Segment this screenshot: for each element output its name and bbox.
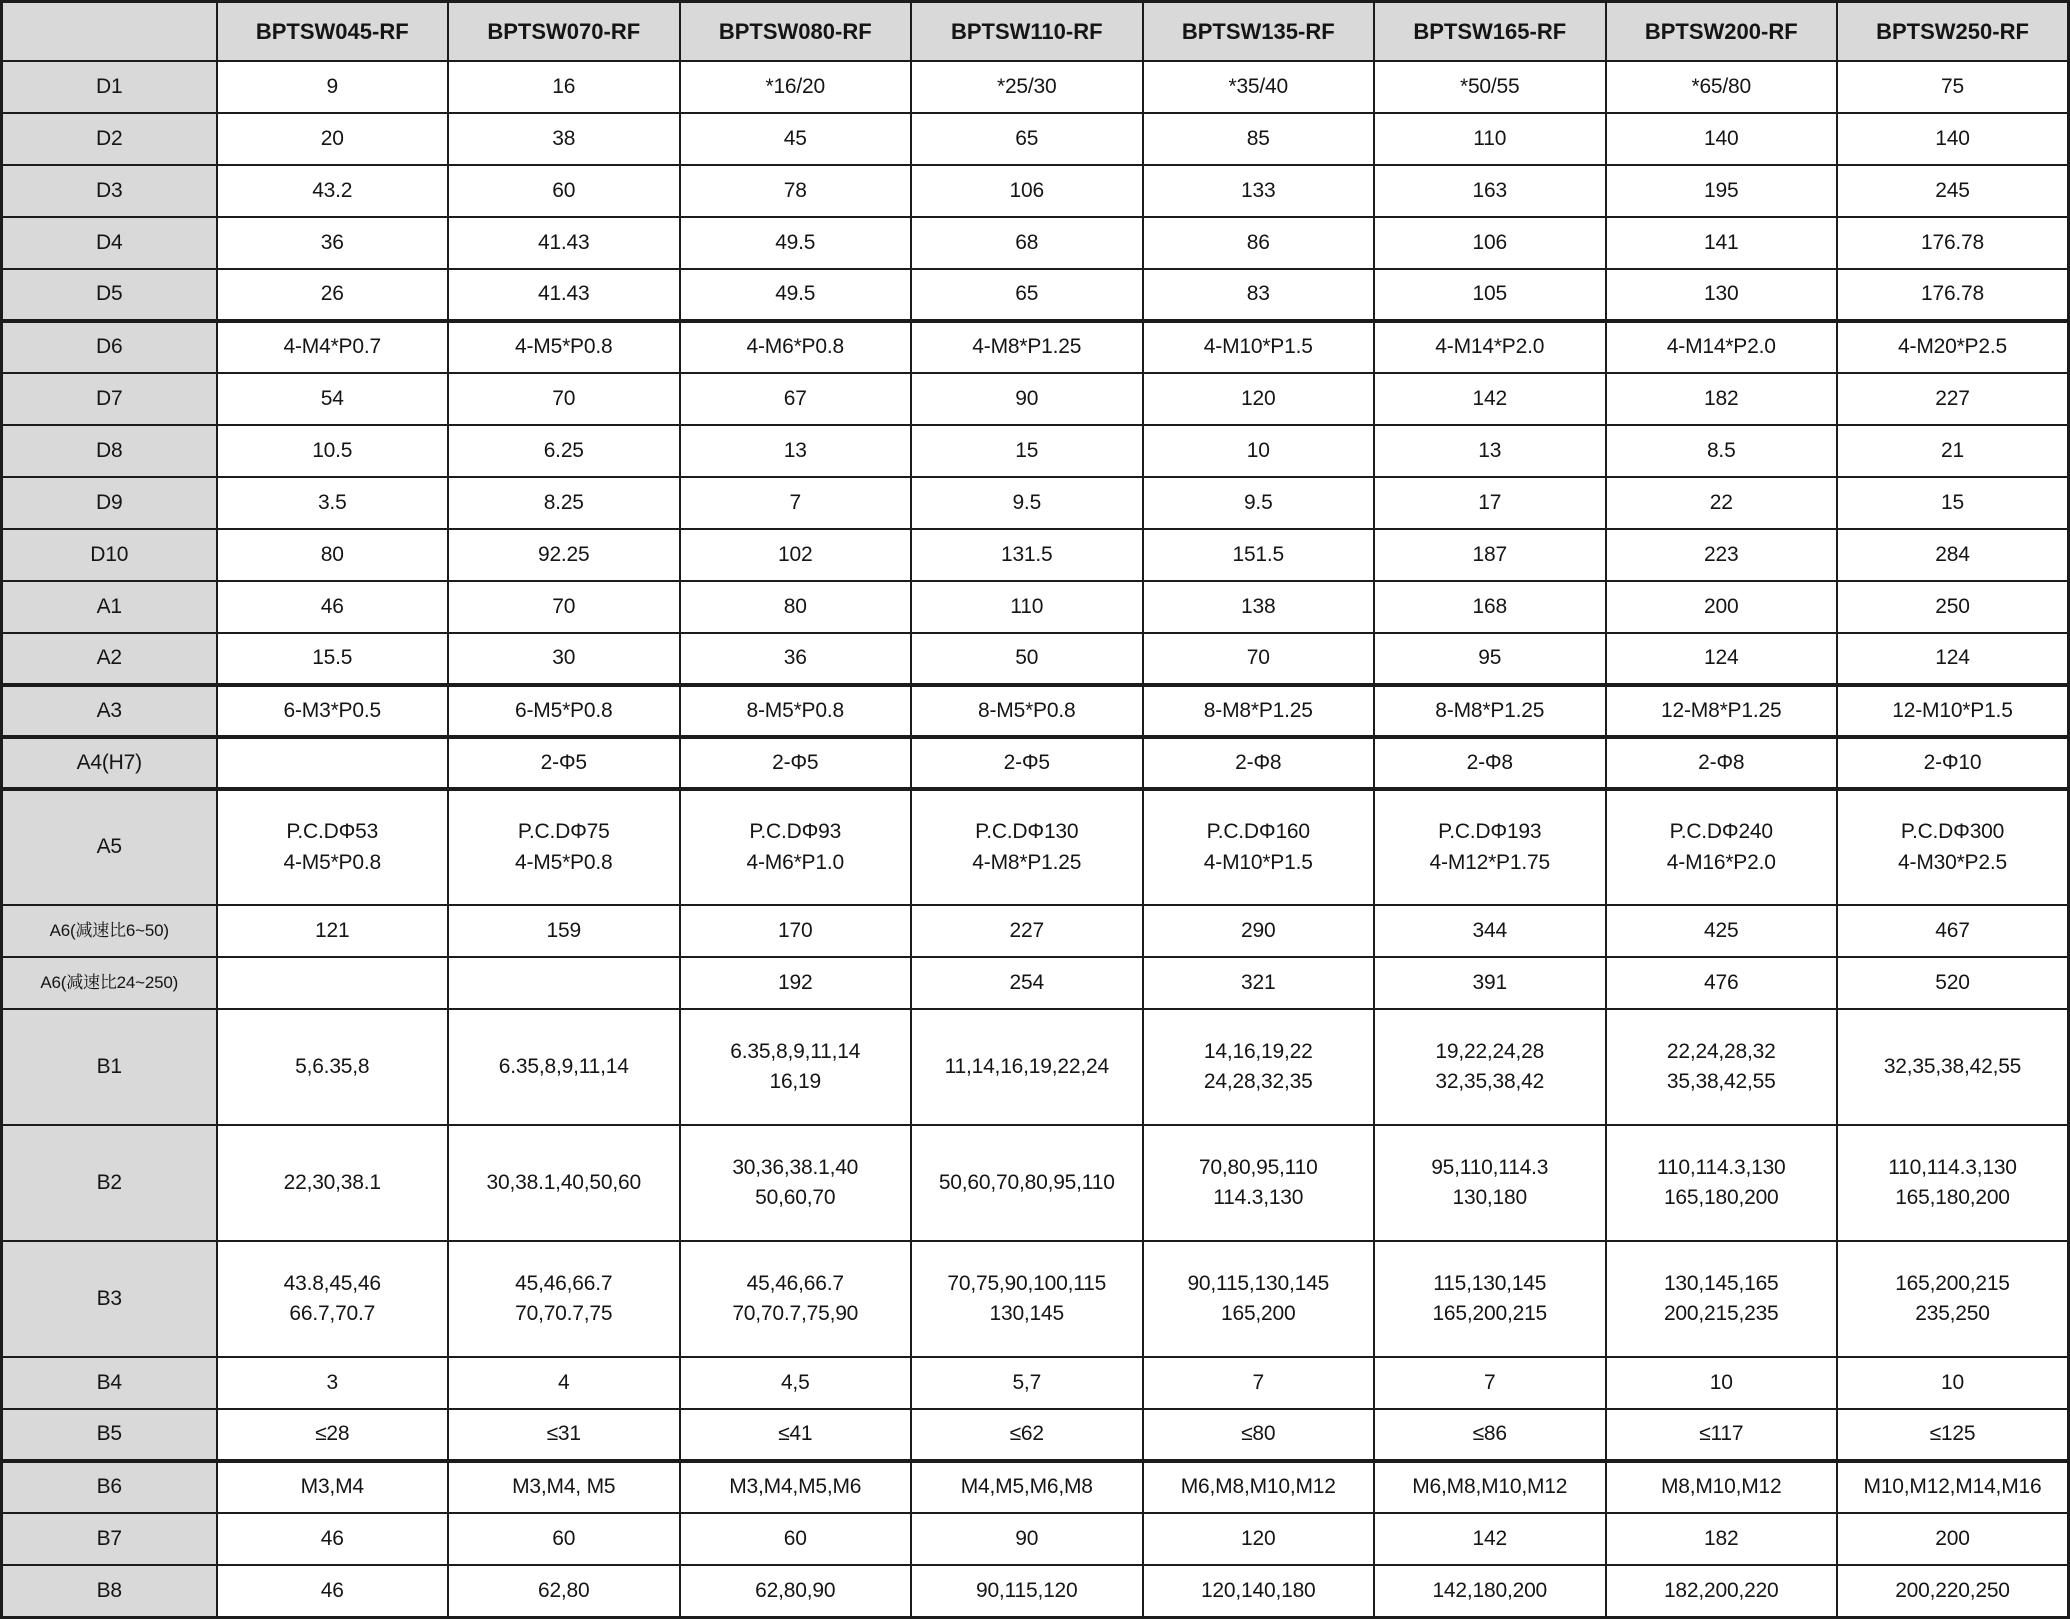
table-row [2, 217, 2069, 269]
cell: 6.35,8,9,11,14 16,19 [680, 1009, 912, 1125]
table-row [2, 1357, 2069, 1409]
cell: 95,110,114.3 130,180 [1374, 1125, 1606, 1241]
cell: *16/20 [680, 61, 912, 113]
row-label: A1 [2, 581, 217, 633]
cell: 4-M14*P2.0 [1374, 321, 1606, 373]
cell: 15 [911, 425, 1143, 477]
cell: 165,200,215 235,250 [1837, 1241, 2069, 1357]
cell: 70,80,95,110 114.3,130 [1143, 1125, 1375, 1241]
column-header: BPTSW250-RF [1837, 2, 2069, 62]
cell: 141 [1606, 217, 1838, 269]
cell: 80 [217, 529, 449, 581]
column-header: BPTSW045-RF [217, 2, 449, 62]
cell: 43.8,45,46 66.7,70.7 [217, 1241, 449, 1357]
cell: 4-M6*P0.8 [680, 321, 912, 373]
cell: 195 [1606, 165, 1838, 217]
cell: 62,80 [448, 1565, 680, 1617]
cell: 8.25 [448, 477, 680, 529]
cell: 3.5 [217, 477, 449, 529]
cell: 49.5 [680, 217, 912, 269]
cell: 133 [1143, 165, 1375, 217]
cell: *25/30 [911, 61, 1143, 113]
row-label: B6 [2, 1461, 217, 1513]
cell: 83 [1143, 269, 1375, 321]
cell: 6.35,8,9,11,14 [448, 1009, 680, 1125]
row-label: D9 [2, 477, 217, 529]
cell: 46 [217, 1565, 449, 1617]
cell: 110 [1374, 113, 1606, 165]
cell: 90 [911, 373, 1143, 425]
cell: 151.5 [1143, 529, 1375, 581]
row-label: D6 [2, 321, 217, 373]
cell: 90,115,130,145 165,200 [1143, 1241, 1375, 1357]
table-row [2, 1125, 2069, 1241]
cell: 70 [1143, 633, 1375, 685]
column-header: BPTSW135-RF [1143, 2, 1375, 62]
cell: 4-M8*P1.25 [911, 321, 1143, 373]
cell [448, 957, 680, 1009]
cell: 60 [448, 1513, 680, 1565]
cell: ≤28 [217, 1409, 449, 1461]
table-row [2, 633, 2069, 685]
cell: 43.2 [217, 165, 449, 217]
cell: *50/55 [1374, 61, 1606, 113]
cell: 140 [1606, 113, 1838, 165]
cell: 45,46,66.7 70,70.7,75,90 [680, 1241, 912, 1357]
cell: 254 [911, 957, 1143, 1009]
row-label: A5 [2, 789, 217, 905]
column-header: BPTSW165-RF [1374, 2, 1606, 62]
cell: 245 [1837, 165, 2069, 217]
cell: 70,75,90,100,115 130,145 [911, 1241, 1143, 1357]
cell: 2-Φ8 [1143, 737, 1375, 789]
cell: M3,M4,M5,M6 [680, 1461, 912, 1513]
cell: 68 [911, 217, 1143, 269]
row-label: B2 [2, 1125, 217, 1241]
cell: 13 [680, 425, 912, 477]
cell: 70 [448, 373, 680, 425]
cell: 321 [1143, 957, 1375, 1009]
cell: 176.78 [1837, 269, 2069, 321]
cell: M4,M5,M6,M8 [911, 1461, 1143, 1513]
cell: 250 [1837, 581, 2069, 633]
row-label: D10 [2, 529, 217, 581]
cell: P.C.DΦ130 4-M8*P1.25 [911, 789, 1143, 905]
table-row [2, 1461, 2069, 1513]
cell: P.C.DΦ160 4-M10*P1.5 [1143, 789, 1375, 905]
cell: 12-M10*P1.5 [1837, 685, 2069, 737]
cell: 105 [1374, 269, 1606, 321]
cell: 30,36,38.1,40 50,60,70 [680, 1125, 912, 1241]
table-row [2, 113, 2069, 165]
cell: M3,M4, M5 [448, 1461, 680, 1513]
cell: 38 [448, 113, 680, 165]
cell: 90 [911, 1513, 1143, 1565]
cell: 32,35,38,42,55 [1837, 1009, 2069, 1125]
cell: M6,M8,M10,M12 [1374, 1461, 1606, 1513]
table-row [2, 737, 2069, 789]
cell: 17 [1374, 477, 1606, 529]
cell: M8,M10,M12 [1606, 1461, 1838, 1513]
row-label: A6(减速比24~250) [2, 957, 217, 1009]
cell: 16 [448, 61, 680, 113]
cell: 2-Φ5 [448, 737, 680, 789]
cell: 75 [1837, 61, 2069, 113]
cell: 130 [1606, 269, 1838, 321]
cell: 45,46,66.7 70,70.7,75 [448, 1241, 680, 1357]
table-row [2, 1409, 2069, 1461]
row-label: D3 [2, 165, 217, 217]
table-row [2, 1513, 2069, 1565]
cell: 22,24,28,32 35,38,42,55 [1606, 1009, 1838, 1125]
cell: 8-M5*P0.8 [911, 685, 1143, 737]
cell: 45 [680, 113, 912, 165]
cell: 192 [680, 957, 912, 1009]
cell: 142 [1374, 1513, 1606, 1565]
row-label: A3 [2, 685, 217, 737]
row-label: A6(减速比6~50) [2, 905, 217, 957]
corner-cell [2, 2, 217, 62]
table-row [2, 269, 2069, 321]
table-row [2, 789, 2069, 905]
cell: 65 [911, 269, 1143, 321]
cell: 12-M8*P1.25 [1606, 685, 1838, 737]
table-row [2, 425, 2069, 477]
cell: 187 [1374, 529, 1606, 581]
cell: 85 [1143, 113, 1375, 165]
row-label: D1 [2, 61, 217, 113]
column-header: BPTSW200-RF [1606, 2, 1838, 62]
cell: 67 [680, 373, 912, 425]
cell: 13 [1374, 425, 1606, 477]
cell: *65/80 [1606, 61, 1838, 113]
table-row [2, 957, 2069, 1009]
cell: 21 [1837, 425, 2069, 477]
cell: 60 [448, 165, 680, 217]
cell: 6-M3*P0.5 [217, 685, 449, 737]
cell: ≤117 [1606, 1409, 1838, 1461]
cell: 22 [1606, 477, 1838, 529]
cell: 140 [1837, 113, 2069, 165]
cell: 227 [911, 905, 1143, 957]
row-label: D4 [2, 217, 217, 269]
cell: 120 [1143, 1513, 1375, 1565]
cell: M10,M12,M14,M16 [1837, 1461, 2069, 1513]
cell: 200 [1606, 581, 1838, 633]
cell: 142 [1374, 373, 1606, 425]
column-header: BPTSW070-RF [448, 2, 680, 62]
cell: 2-Φ10 [1837, 737, 2069, 789]
cell: 344 [1374, 905, 1606, 957]
row-label: D7 [2, 373, 217, 425]
cell: 163 [1374, 165, 1606, 217]
row-label: D8 [2, 425, 217, 477]
cell: 7 [680, 477, 912, 529]
cell: 6.25 [448, 425, 680, 477]
cell: 36 [217, 217, 449, 269]
cell: 284 [1837, 529, 2069, 581]
cell: ≤62 [911, 1409, 1143, 1461]
row-label: A2 [2, 633, 217, 685]
cell: 4-M14*P2.0 [1606, 321, 1838, 373]
cell: P.C.DΦ300 4-M30*P2.5 [1837, 789, 2069, 905]
cell: 10 [1837, 1357, 2069, 1409]
cell: 5,6.35,8 [217, 1009, 449, 1125]
cell: 9.5 [911, 477, 1143, 529]
cell: 7 [1143, 1357, 1375, 1409]
cell: 227 [1837, 373, 2069, 425]
cell: 106 [1374, 217, 1606, 269]
cell: P.C.DΦ53 4-M5*P0.8 [217, 789, 449, 905]
cell: 62,80,90 [680, 1565, 912, 1617]
cell: P.C.DΦ75 4-M5*P0.8 [448, 789, 680, 905]
row-label: B3 [2, 1241, 217, 1357]
table-row [2, 165, 2069, 217]
cell: 54 [217, 373, 449, 425]
cell: 41.43 [448, 269, 680, 321]
cell: 15 [1837, 477, 2069, 529]
table-row [2, 905, 2069, 957]
table-row [2, 1009, 2069, 1125]
cell: 11,14,16,19,22,24 [911, 1009, 1143, 1125]
cell: 3 [217, 1357, 449, 1409]
cell: 520 [1837, 957, 2069, 1009]
cell: 4-M5*P0.8 [448, 321, 680, 373]
cell: 467 [1837, 905, 2069, 957]
column-header: BPTSW080-RF [680, 2, 912, 62]
row-label: A4(H7) [2, 737, 217, 789]
cell: 15.5 [217, 633, 449, 685]
header-row [2, 2, 2069, 62]
table-row [2, 321, 2069, 373]
cell: 102 [680, 529, 912, 581]
row-label: B8 [2, 1565, 217, 1617]
row-label: B7 [2, 1513, 217, 1565]
cell: 14,16,19,22 24,28,32,35 [1143, 1009, 1375, 1125]
cell: 70 [448, 581, 680, 633]
cell: 4-M10*P1.5 [1143, 321, 1375, 373]
row-label: B4 [2, 1357, 217, 1409]
cell: 46 [217, 581, 449, 633]
cell: 200,220,250 [1837, 1565, 2069, 1617]
cell: ≤125 [1837, 1409, 2069, 1461]
cell: M6,M8,M10,M12 [1143, 1461, 1375, 1513]
cell: 124 [1837, 633, 2069, 685]
cell: 4,5 [680, 1357, 912, 1409]
cell: 200 [1837, 1513, 2069, 1565]
table-row [2, 61, 2069, 113]
table-row [2, 1565, 2069, 1617]
cell: 4-M20*P2.5 [1837, 321, 2069, 373]
cell: 8-M5*P0.8 [680, 685, 912, 737]
cell: P.C.DΦ93 4-M6*P1.0 [680, 789, 912, 905]
cell: 9.5 [1143, 477, 1375, 529]
cell: 86 [1143, 217, 1375, 269]
cell: 170 [680, 905, 912, 957]
cell: 78 [680, 165, 912, 217]
cell: 120,140,180 [1143, 1565, 1375, 1617]
cell: 49.5 [680, 269, 912, 321]
cell: 124 [1606, 633, 1838, 685]
cell: 50,60,70,80,95,110 [911, 1125, 1143, 1241]
cell: 142,180,200 [1374, 1565, 1606, 1617]
cell: 2-Φ8 [1374, 737, 1606, 789]
cell: 120 [1143, 373, 1375, 425]
cell: ≤41 [680, 1409, 912, 1461]
cell: 176.78 [1837, 217, 2069, 269]
cell: 290 [1143, 905, 1375, 957]
cell: ≤86 [1374, 1409, 1606, 1461]
cell: 4 [448, 1357, 680, 1409]
cell: 106 [911, 165, 1143, 217]
cell: 26 [217, 269, 449, 321]
row-label: B5 [2, 1409, 217, 1461]
cell: 131.5 [911, 529, 1143, 581]
cell: 2-Φ8 [1606, 737, 1838, 789]
cell: M3,M4 [217, 1461, 449, 1513]
cell: 6-M5*P0.8 [448, 685, 680, 737]
cell: 65 [911, 113, 1143, 165]
cell: 30 [448, 633, 680, 685]
cell: 110,114.3,130 165,180,200 [1606, 1125, 1838, 1241]
cell: 20 [217, 113, 449, 165]
cell: 22,30,38.1 [217, 1125, 449, 1241]
table-row [2, 529, 2069, 581]
cell: 80 [680, 581, 912, 633]
cell: ≤31 [448, 1409, 680, 1461]
cell: 60 [680, 1513, 912, 1565]
cell: 159 [448, 905, 680, 957]
cell: 110 [911, 581, 1143, 633]
table-row [2, 477, 2069, 529]
cell: 36 [680, 633, 912, 685]
cell: 10 [1606, 1357, 1838, 1409]
cell: *35/40 [1143, 61, 1375, 113]
cell: 10 [1143, 425, 1375, 477]
cell: 2-Φ5 [911, 737, 1143, 789]
cell: 8-M8*P1.25 [1374, 685, 1606, 737]
cell: P.C.DΦ193 4-M12*P1.75 [1374, 789, 1606, 905]
cell: 8.5 [1606, 425, 1838, 477]
cell: 2-Φ5 [680, 737, 912, 789]
cell: 121 [217, 905, 449, 957]
table-row [2, 685, 2069, 737]
cell: 182,200,220 [1606, 1565, 1838, 1617]
cell: 168 [1374, 581, 1606, 633]
cell: 4-M4*P0.7 [217, 321, 449, 373]
cell: 223 [1606, 529, 1838, 581]
row-label: B1 [2, 1009, 217, 1125]
cell: 30,38.1,40,50,60 [448, 1125, 680, 1241]
cell: 5,7 [911, 1357, 1143, 1409]
cell: P.C.DΦ240 4-M16*P2.0 [1606, 789, 1838, 905]
cell: 10.5 [217, 425, 449, 477]
cell: 138 [1143, 581, 1375, 633]
cell: ≤80 [1143, 1409, 1375, 1461]
row-label: D5 [2, 269, 217, 321]
cell: 182 [1606, 373, 1838, 425]
cell: 182 [1606, 1513, 1838, 1565]
cell: 130,145,165 200,215,235 [1606, 1241, 1838, 1357]
table-row [2, 1241, 2069, 1357]
cell: 115,130,145 165,200,215 [1374, 1241, 1606, 1357]
cell: 92.25 [448, 529, 680, 581]
cell: 41.43 [448, 217, 680, 269]
cell: 7 [1374, 1357, 1606, 1409]
cell: 90,115,120 [911, 1565, 1143, 1617]
row-label: D2 [2, 113, 217, 165]
column-header: BPTSW110-RF [911, 2, 1143, 62]
cell [217, 957, 449, 1009]
cell: 476 [1606, 957, 1838, 1009]
cell: 46 [217, 1513, 449, 1565]
cell: 95 [1374, 633, 1606, 685]
cell: 19,22,24,28 32,35,38,42 [1374, 1009, 1606, 1125]
cell: 110,114.3,130 165,180,200 [1837, 1125, 2069, 1241]
cell [217, 737, 449, 789]
cell: 425 [1606, 905, 1838, 957]
table-row [2, 373, 2069, 425]
cell: 8-M8*P1.25 [1143, 685, 1375, 737]
cell: 391 [1374, 957, 1606, 1009]
table-row [2, 581, 2069, 633]
cell: 50 [911, 633, 1143, 685]
cell: 9 [217, 61, 449, 113]
